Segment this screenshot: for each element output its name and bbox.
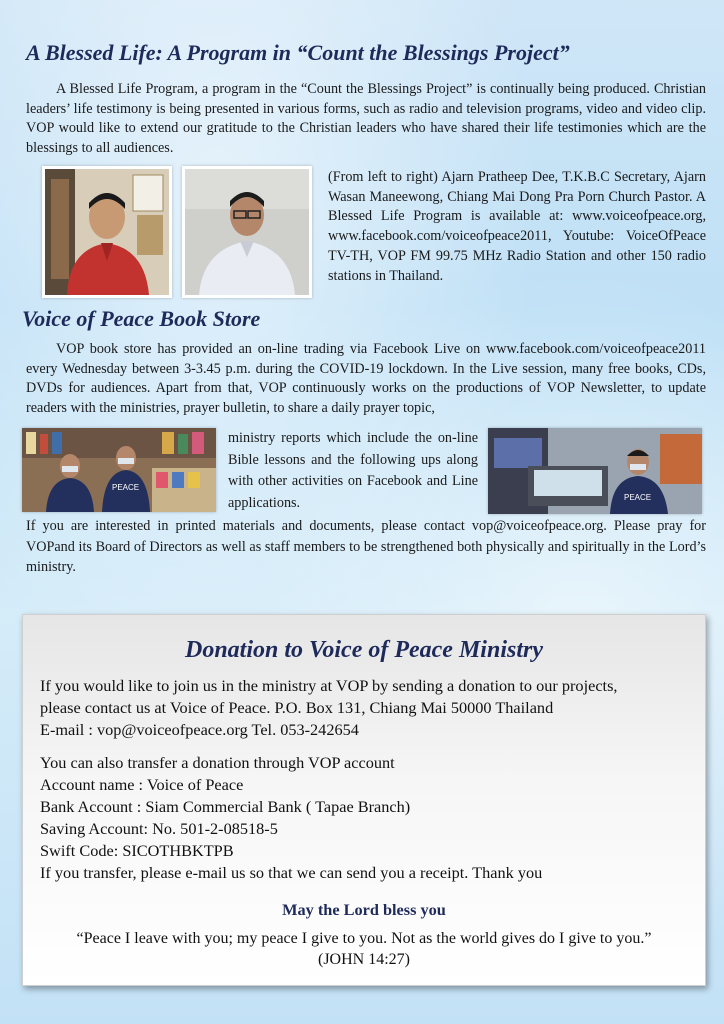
donation-line: please contact us at Voice of Peace. P.O. Box 131, Chiang Mai 50000 Thailand [40,698,554,717]
transfer-intro: You can also transfer a donation through VOP account [40,753,395,772]
donation-title: Donation to Voice of Peace Ministry [185,637,543,663]
bible-reference: (JOHN 14:27) [318,951,410,968]
book-store-para3: If you are interested in printed materials and documents, please contact vop@voiceofpeace.org. Please pray for VOPand its Board of Directors as well as staff members to be strengthened both physically and spiritually in the Lord’s ministry. [26,518,706,575]
saving-account: Saving Account: No. 501-2-08518-5 [40,819,278,838]
donation-line: If you would like to join us in the ministry at VOP by sending a donation to our projects, [40,676,618,695]
photo-book-store-staff-image [22,428,216,512]
photo-pratheep-dee-image [45,169,169,295]
shirt-text-left: PEACE [112,483,140,492]
photo-live-session-image [488,428,702,514]
blessed-life-title: A Blessed Life: A Program in “Count the Blessings Project” [26,40,570,65]
photo-live-session [488,428,702,514]
transfer-note: If you transfer, please e-mail us so that we can send you a receipt. Thank you [40,863,543,882]
photo-wasan-maneewong-image [185,169,309,295]
photo-book-store-staff [22,428,216,512]
account-name: Account name : Voice of Peace [40,775,244,794]
book-store-title: Voice of Peace Book Store [22,306,261,331]
photo-caption: (From left to right) Ajarn Pratheep Dee, T.K.B.C Secretary, Ajarn Wasan Maneewong, Chiang Mai Dong Pra Porn Church Pastor. A Blessed Life Program is available at: www.voiceofpeace.org, www.facebook.com/voiceofpeace2011, Youtube: VoiceOfPeace TV-TH, VOP FM 99.75 MHz Radio Station and other 150 radio stations in Thailand. [328,169,706,284]
photo-pratheep-dee [42,166,172,298]
bank-account: Bank Account : Siam Commercial Bank ( Tapae Branch) [40,797,411,816]
donation-contact-line: E-mail : vop@voiceofpeace.org Tel. 053-242654 [40,720,359,739]
blessing: May the Lord bless you [282,900,446,919]
book-store-para2: ministry reports which include the on-line Bible lessons and the following ups along with other activities on Facebook and Line applications. [228,430,478,511]
photo-wasan-maneewong [182,166,312,298]
blessed-life-intro: A Blessed Life Program, a program in the “Count the Blessings Project” is continually being produced. Christian leaders’ life testimony is being presented in various forms, such as radio and television programs, video and video clip. VOP would like to extend our gratitude to the Christian leaders who have shared their life testimonies which are the blessings to all audiences. [26,81,706,157]
shirt-text-right: PEACE [624,493,652,502]
bible-verse: “Peace I leave with you; my peace I give to you. Not as the world gives do I give to you.” [76,930,652,947]
swift-code: Swift Code: SICOTHBKTPB [40,841,234,860]
donation-box [22,614,706,986]
book-store-para1: VOP book store has provided an on-line trading via Facebook Live on www.facebook.com/voiceofpeace2011 every Wednesday between 3-3.45 p.m. during the COVID-19 lockdown. In the Live session, many free books, CDs, DVDs for audiences. Apart from that, VOP continuously works on the productions of VOP Newsletter, to update readers with the ministries, prayer bulletin, to share a daily prayer topic, [26,341,706,417]
